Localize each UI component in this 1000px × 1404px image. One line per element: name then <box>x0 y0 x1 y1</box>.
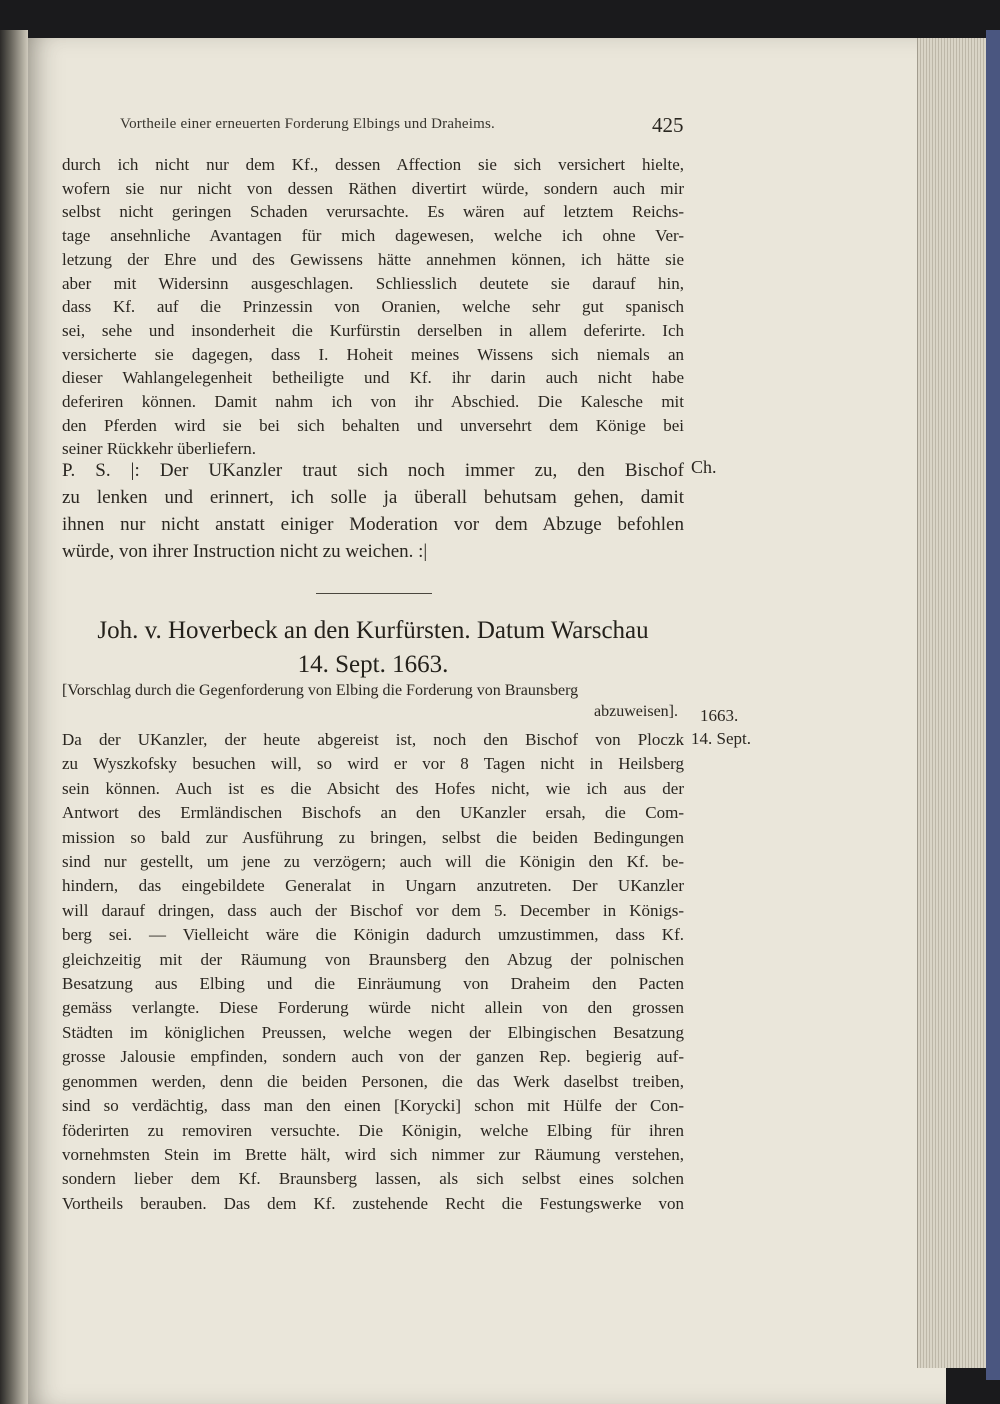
page-number: 425 <box>652 113 684 137</box>
text-line: gemäss verlangte. Diese Forderung würde nicht allein von den grossen <box>62 998 684 1018</box>
text-line: versicherte sie dagegen, dass I. Hoheit meines Wissens sich niemals an <box>62 344 684 364</box>
paragraph-1 <box>62 153 684 461</box>
left-page-edge <box>0 30 28 1404</box>
text-line: föderirten zu removiren versuchte. Die Königin, welche Elbing für ihren <box>62 1120 684 1140</box>
text-line: will darauf dringen, dass auch der Bischof vor dem 5. December in Königs- <box>62 900 684 920</box>
text-line: letzung der Ehre und des Gewissens hätte annehmen können, ich hätte sie <box>62 249 684 269</box>
main-text <box>62 728 684 1216</box>
text-line: Vortheils berauben. Das dem Kf. zustehende Recht die Festungswerke von <box>62 1193 684 1213</box>
text-line: hindern, das eingebildete Generalat in Ungarn anzutreten. Der UKanzler <box>62 876 684 896</box>
text-line: sein können. Auch ist es die Absicht des Hofes nicht, wie ich aus der <box>62 778 684 798</box>
text-line: würde, von ihrer Instruction nicht zu weichen. :| <box>62 541 428 562</box>
text-line: den Pferden wird sie bei sich behalten und unversehrt dem Könige bei <box>62 415 684 435</box>
text-line: dieser Wahlangelegenheit betheiligte und Kf. ihr darin auch nicht habe <box>62 368 684 388</box>
summary-line: [Vorschlag durch die Gegenforderung von Elbing die Forderung von Braunsberg <box>62 682 579 699</box>
heading-line: 14. Sept. 1663. <box>297 651 449 678</box>
letter-heading <box>62 614 684 682</box>
summary-line: abzuweisen]. <box>594 703 678 720</box>
text-line: zu Wyszkofsky besuchen will, so wird er vor 8 Tagen nicht in Heilsberg <box>62 754 684 774</box>
text-line: berg sei. — Vielleicht wäre die Königin dadurch umzustimmen, dass Kf. <box>62 925 684 945</box>
margin-note-ch: Ch. <box>691 457 717 477</box>
text-line: aber mit Widersinn ausgeschlagen. Schliesslich deutete sie darauf hin, <box>62 273 684 293</box>
text-line: wofern sie nur nicht von dessen Räthen divertirt würde, sondern auch mir <box>62 178 684 198</box>
letter-summary <box>62 680 684 722</box>
text-line: dass Kf. auf die Prinzessin von Oranien, welche sehr gut spanisch <box>62 297 684 317</box>
text-line: mission so bald zur Ausführung zu bringen, selbst die beiden Bedingungen <box>62 827 684 847</box>
text-line: seiner Rückkehr überliefern. <box>62 439 256 459</box>
text-line: Antwort des Ermländischen Bischofs an den UKanzler ersah, die Com- <box>62 803 684 823</box>
text-line: Städten im königlichen Preussen, welche wegen der Elbingischen Besatzung <box>62 1022 684 1042</box>
text-line: durch ich nicht nur dem Kf., dessen Affection sie sich versichert hielte, <box>62 155 684 174</box>
text-line: ihnen nur nicht anstatt einiger Moderation vor dem Abzuge befohlen <box>62 514 684 535</box>
text-line: grosse Jalousie empfinden, sondern auch von der ganzen Rep. begierig auf- <box>62 1047 684 1067</box>
text-line: selbst nicht geringen Schaden verursachte. Es wären auf letztem Reichs- <box>62 202 684 222</box>
postscript <box>62 457 684 565</box>
text-line: Da der UKanzler, der heute abgereist ist, noch den Bischof von Ploczk <box>62 730 684 749</box>
heading-line: Joh. v. Hoverbeck an den Kurfürsten. Datum Warschau <box>97 617 649 644</box>
running-head: Vortheile einer erneuerten Forderung Elbings und Draheims. <box>120 116 495 132</box>
section-divider <box>316 593 432 594</box>
text-line: sondern lieber dem Kf. Braunsberg lassen, als sich selbst eines solchen <box>62 1169 684 1189</box>
text-line: tage ansehnliche Avantagen für mich dagewesen, welche ich ohne Ver- <box>62 226 684 246</box>
text-line: sei, sehe und insonderheit die Kurfürstin derselben in allem deferirte. Ich <box>62 320 684 340</box>
text-line: sind so verdächtig, dass man den einen [Korycki] schon mit Hülfe der Con- <box>62 1096 684 1116</box>
text-line: zu lenken und erinnert, ich solle ja überall behutsam gehen, damit <box>62 487 684 508</box>
text-line: gleichzeitig mit der Räumung von Braunsberg den Abzug der polnischen <box>62 949 684 969</box>
margin-date-year: 1663. <box>700 706 739 725</box>
margin-date-day: 14. Sept. <box>691 729 751 748</box>
book-cover-edge <box>986 30 1000 1380</box>
text-line: Besatzung aus Elbing und die Einräumung von Draheim den Pacten <box>62 974 684 994</box>
text-line: deferiren können. Damit nahm ich von ihr Abschied. Die Kalesche mit <box>62 392 684 412</box>
text-line: genommen werden, denn die beiden Personen, die das Werk daselbst treiben, <box>62 1071 684 1091</box>
text-line: sind nur gestellt, um jene zu verzögern; auch will die Königin den Kf. be- <box>62 852 684 872</box>
text-line: vornehmsten Stein im Brette hält, wird sich nimmer zur Räumung verstehen, <box>62 1144 684 1164</box>
text-line: P. S. |: Der UKanzler traut sich noch immer zu, den Bischof <box>62 460 684 481</box>
